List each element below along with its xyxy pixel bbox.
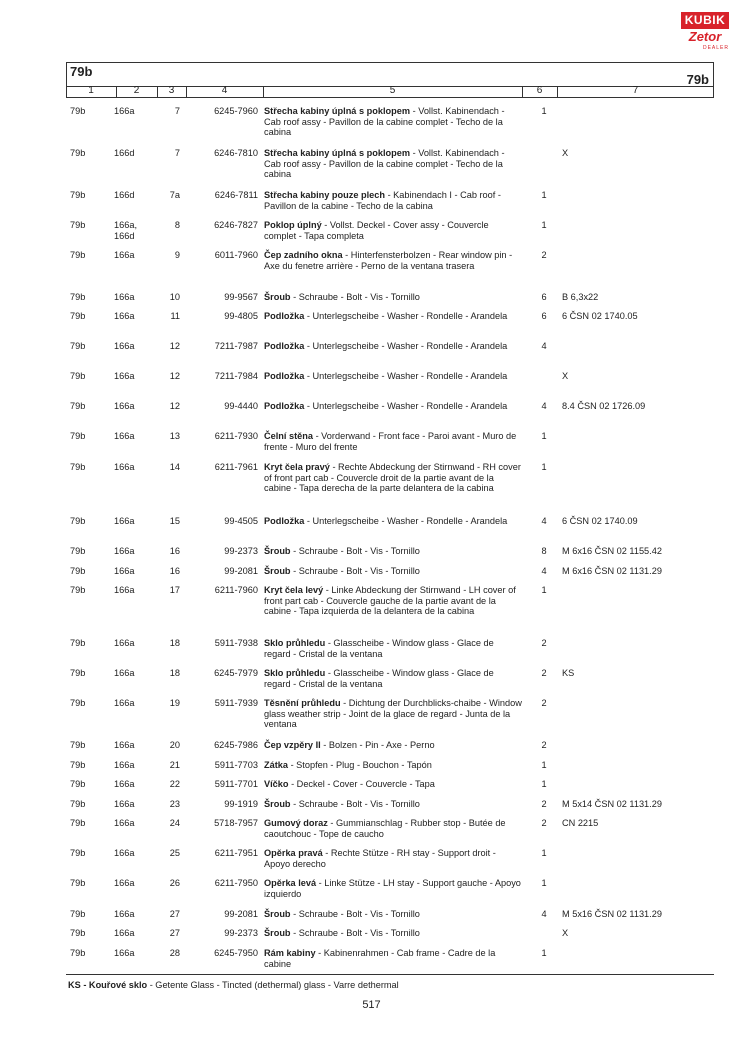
part-translations: - Linke Abdeckung der Stirnwand - LH cover of front part cab - Couvercle gauche de la partie avant de la cabine - Tapa izquierda de la delantera de la cabina <box>264 585 516 617</box>
part-translations: - Hinterfensterbolzen - Rear window pin - Axe du fenetre arrière - Perno de la ventana trasera <box>264 250 513 271</box>
part-quantity: 4 <box>541 516 547 526</box>
part-name: Střecha kabiny pouze plech <box>264 190 386 200</box>
part-figure: 166a <box>114 546 135 556</box>
part-group: 79b <box>70 848 86 858</box>
part-description <box>264 250 522 271</box>
part-translations: - Schraube - Bolt - Vis - Tornillo <box>290 928 420 938</box>
part-number: 99-2081 <box>224 566 258 576</box>
logo-sub: Zetor <box>688 29 722 44</box>
part-translations: - Unterlegscheibe - Washer - Rondelle - Arandela <box>304 341 508 351</box>
part-figure: 166a <box>114 250 135 260</box>
part-name: Čep vzpěry II <box>264 740 321 750</box>
footnote-text: - Getente Glass - Tincted (dethermal) glass - Varre dethermal <box>147 980 399 990</box>
part-name: Těsnění průhledu <box>264 698 341 708</box>
part-note: 6 ČSN 02 1740.05 <box>562 311 638 321</box>
part-figure: 166a <box>114 566 135 576</box>
part-group: 79b <box>70 878 86 888</box>
column-header-2: 2 <box>133 85 140 96</box>
part-number: 6211-7960 <box>214 585 258 595</box>
part-position: 25 <box>169 848 180 858</box>
part-quantity: 6 <box>541 292 547 302</box>
part-group: 79b <box>70 401 86 411</box>
part-number: 5911-7701 <box>214 779 258 789</box>
part-note: M 5x16 ČSN 02 1131.29 <box>562 909 662 919</box>
part-quantity: 1 <box>541 760 547 770</box>
part-figure: 166a <box>114 928 135 938</box>
part-group: 79b <box>70 546 86 556</box>
part-translations: - Linke Stütze - LH stay - Support gauche - Apoyo izquierdo <box>264 878 521 899</box>
part-figure: 166a <box>114 698 135 708</box>
logo-tag: DEALER <box>702 45 729 51</box>
part-figure: 166a <box>114 311 135 321</box>
part-description <box>264 909 522 920</box>
part-quantity: 4 <box>541 909 547 919</box>
part-number: 99-1919 <box>224 799 258 809</box>
part-translations: - Bolzen - Pin - Axe - Perno <box>320 740 435 750</box>
part-name: Podložka <box>264 341 305 351</box>
part-position: 17 <box>169 585 180 595</box>
part-figure: 166a <box>114 848 135 858</box>
part-group: 79b <box>70 585 86 595</box>
part-figure: 166a <box>114 585 135 595</box>
part-description <box>264 106 522 138</box>
part-quantity: 4 <box>541 341 547 351</box>
part-number: 6246-7827 <box>214 220 258 230</box>
part-quantity: 1 <box>541 106 547 116</box>
part-name: Rám kabiny <box>264 948 316 958</box>
part-position: 10 <box>169 292 180 302</box>
part-name: Šroub <box>264 566 291 576</box>
part-note: B 6,3x22 <box>562 292 599 302</box>
part-name: Podložka <box>264 311 305 321</box>
part-translations: - Unterlegscheibe - Washer - Rondelle - Arandela <box>304 516 508 526</box>
part-translations: - Deckel - Cover - Couvercle - Tapa <box>288 779 435 789</box>
part-description <box>264 431 522 452</box>
part-name: Podložka <box>264 371 305 381</box>
part-description <box>264 848 522 869</box>
part-position: 18 <box>169 638 180 648</box>
part-group: 79b <box>70 148 86 158</box>
part-description <box>264 516 522 527</box>
part-group: 79b <box>70 928 86 938</box>
part-name: Čelní stěna <box>264 431 314 441</box>
part-group: 79b <box>70 698 86 708</box>
part-number: 7211-7987 <box>214 341 258 351</box>
part-group: 79b <box>70 948 86 958</box>
part-group: 79b <box>70 341 86 351</box>
part-figure: 166a <box>114 106 135 116</box>
part-position: 24 <box>169 818 180 828</box>
part-description <box>264 698 522 730</box>
part-number: 99-4805 <box>224 311 258 321</box>
part-translations: - Schraube - Bolt - Vis - Tornillo <box>290 292 420 302</box>
part-name: Šroub <box>264 928 291 938</box>
part-position: 13 <box>169 431 180 441</box>
part-figure: 166a <box>114 799 135 809</box>
part-figure: 166a <box>114 779 135 789</box>
part-group: 79b <box>70 311 86 321</box>
column-header-6: 6 <box>536 85 543 96</box>
part-name: Sklo průhledu <box>264 668 326 678</box>
part-quantity: 2 <box>541 638 547 648</box>
part-group: 79b <box>70 220 86 230</box>
part-number: 6211-7951 <box>214 848 258 858</box>
part-figure: 166a <box>114 401 135 411</box>
part-note: X <box>562 371 569 381</box>
part-number: 6245-7986 <box>214 740 258 750</box>
part-quantity: 1 <box>541 878 547 888</box>
part-quantity: 1 <box>541 190 547 200</box>
part-position: 7a <box>169 190 180 200</box>
part-translations: - Rechte Stütze - RH stay - Support droit - Apoyo derecho <box>264 848 496 869</box>
part-note: CN 2215 <box>562 818 599 828</box>
part-position: 20 <box>169 740 180 750</box>
part-figure: 166d <box>114 148 135 158</box>
part-translations: - Kabinendach I - Cab roof - Pavillon de la cabine - Techo de la cabina <box>264 190 501 211</box>
part-number: 6246-7811 <box>214 190 258 200</box>
part-description <box>264 462 522 494</box>
part-name: Střecha kabiny úplná s poklopem <box>264 148 411 158</box>
part-position: 21 <box>169 760 180 770</box>
part-translations: - Schraube - Bolt - Vis - Tornillo <box>290 909 420 919</box>
part-figure: 166a <box>114 818 135 828</box>
part-position: 28 <box>169 948 180 958</box>
part-description <box>264 546 522 557</box>
part-description <box>264 311 522 322</box>
part-quantity: 8 <box>541 546 547 556</box>
part-figure: 166a <box>114 516 135 526</box>
part-position: 14 <box>169 462 180 472</box>
part-figure: 166a <box>114 638 135 648</box>
part-description <box>264 401 522 412</box>
part-translations: - Stopfen - Plug - Bouchon - Tapón <box>288 760 432 770</box>
part-description <box>264 799 522 810</box>
part-figure: 166a <box>114 948 135 958</box>
part-name: Zátka <box>264 760 289 770</box>
part-description <box>264 818 522 839</box>
part-translations: - Schraube - Bolt - Vis - Tornillo <box>290 566 420 576</box>
part-translations: - Glasscheibe - Window glass - Glace de regard - Cristal de la ventana <box>264 668 494 689</box>
part-translations: - Unterlegscheibe - Washer - Rondelle - Arandela <box>304 371 508 381</box>
part-quantity: 6 <box>541 311 547 321</box>
part-quantity: 2 <box>541 818 547 828</box>
part-name: Poklop úplný <box>264 220 322 230</box>
part-group: 79b <box>70 818 86 828</box>
part-note: M 5x14 ČSN 02 1131.29 <box>562 799 662 809</box>
column-header-4: 4 <box>221 85 228 96</box>
part-name: Opěrka pravá <box>264 848 323 858</box>
part-number: 6245-7950 <box>214 948 258 958</box>
part-name: Čep zadního okna <box>264 250 343 260</box>
part-number: 99-2373 <box>224 546 258 556</box>
part-group: 79b <box>70 760 86 770</box>
part-name: Šroub <box>264 799 291 809</box>
part-group: 79b <box>70 740 86 750</box>
part-translations: - Vollst. Deckel - Cover assy - Couvercle complet - Tapa completa <box>264 220 489 241</box>
part-position: 19 <box>169 698 180 708</box>
part-number: 6211-7961 <box>214 462 258 472</box>
part-name: Víčko <box>264 779 289 789</box>
part-number: 99-9567 <box>224 292 258 302</box>
part-name: Střecha kabiny úplná s poklopem <box>264 106 411 116</box>
part-position: 27 <box>169 909 180 919</box>
part-name: Podložka <box>264 516 305 526</box>
part-note: X <box>562 148 569 158</box>
part-name: Opěrka levá <box>264 878 317 888</box>
part-description <box>264 566 522 577</box>
part-quantity: 1 <box>541 585 547 595</box>
part-description <box>264 220 522 241</box>
section-label-left: 79b <box>70 64 93 79</box>
part-quantity: 4 <box>541 401 547 411</box>
part-position: 12 <box>169 371 180 381</box>
part-description <box>264 668 522 689</box>
part-group: 79b <box>70 799 86 809</box>
part-group: 79b <box>70 638 86 648</box>
part-quantity: 1 <box>541 779 547 789</box>
part-number: 5911-7703 <box>214 760 258 770</box>
part-number: 5911-7939 <box>214 698 258 708</box>
part-description <box>264 371 522 382</box>
part-figure: 166a <box>114 909 135 919</box>
part-figure: 166a <box>114 462 135 472</box>
part-figure: 166a <box>114 668 135 678</box>
part-position: 12 <box>169 341 180 351</box>
part-quantity: 2 <box>541 740 547 750</box>
page-number: 517 <box>362 999 381 1011</box>
part-position: 7 <box>174 148 180 158</box>
part-number: 6245-7979 <box>214 668 258 678</box>
part-translations: - Rechte Abdeckung der Stirnwand - RH cover of front part cab - Couvercle droit de la partie avant de la cabine - Tapa derecha de la parte delantera de la cabina <box>264 462 521 494</box>
part-quantity: 1 <box>541 431 547 441</box>
part-number: 5911-7938 <box>214 638 258 648</box>
footnote-key: KS - Kouřové sklo <box>68 980 148 990</box>
part-description <box>264 190 522 211</box>
part-translations: - Schraube - Bolt - Vis - Tornillo <box>290 546 420 556</box>
part-position: 23 <box>169 799 180 809</box>
part-position: 11 <box>170 311 180 321</box>
part-note: M 6x16 ČSN 02 1131.29 <box>562 566 662 576</box>
part-description <box>264 740 522 751</box>
part-number: 7211-7984 <box>214 371 258 381</box>
part-group: 79b <box>70 566 86 576</box>
part-number: 6011-7960 <box>214 250 258 260</box>
part-number: 6211-7930 <box>214 431 258 441</box>
footnote <box>68 980 399 990</box>
part-group: 79b <box>70 250 86 260</box>
kubik-zetor-logo <box>681 12 729 60</box>
part-group: 79b <box>70 106 86 116</box>
part-group: 79b <box>70 668 86 678</box>
part-figure: 166a <box>114 341 135 351</box>
part-group: 79b <box>70 779 86 789</box>
part-description <box>264 585 522 617</box>
part-quantity: 2 <box>541 250 547 260</box>
part-position: 16 <box>169 566 180 576</box>
part-name: Šroub <box>264 546 291 556</box>
part-name: Kryt čela levý <box>264 585 324 595</box>
part-description <box>264 341 522 352</box>
footer-divider <box>66 974 714 975</box>
part-number: 99-2081 <box>224 909 258 919</box>
part-number: 6211-7950 <box>214 878 258 888</box>
part-figure: 166a <box>114 760 135 770</box>
part-quantity: 1 <box>541 848 547 858</box>
part-group: 79b <box>70 909 86 919</box>
part-position: 27 <box>169 928 180 938</box>
part-description <box>264 292 522 303</box>
part-position: 22 <box>169 779 180 789</box>
part-quantity: 2 <box>541 799 547 809</box>
part-translations: - Vollst. Kabinendach - Cab roof assy - Pavillon de la cabine complet - Techo de la cabina <box>264 106 505 138</box>
part-note: 6 ČSN 02 1740.09 <box>562 516 638 526</box>
part-position: 9 <box>174 250 180 260</box>
part-figure: 166a, 166d <box>114 220 137 241</box>
part-description <box>264 638 522 659</box>
part-quantity: 4 <box>541 566 547 576</box>
part-note: 8.4 ČSN 02 1726.09 <box>562 401 646 411</box>
part-quantity: 1 <box>541 462 547 472</box>
part-position: 12 <box>169 401 180 411</box>
part-description <box>264 948 522 969</box>
part-name: Podložka <box>264 401 305 411</box>
part-name: Sklo průhledu <box>264 638 326 648</box>
part-figure: 166a <box>114 292 135 302</box>
section-label-right: 79b <box>686 72 709 87</box>
part-translations: - Vorderwand - Front face - Paroi avant - Muro de frente - Muro del frente <box>264 431 517 452</box>
logo-brand: KUBIK <box>681 12 729 29</box>
part-name: Šroub <box>264 292 291 302</box>
part-position: 26 <box>169 878 180 888</box>
part-description <box>264 779 522 790</box>
column-header-1: 1 <box>88 85 94 96</box>
part-name: Gumový doraz <box>264 818 328 828</box>
part-figure: 166a <box>114 878 135 888</box>
part-quantity: 1 <box>541 220 547 230</box>
part-quantity: 2 <box>541 668 547 678</box>
part-number: 6246-7810 <box>214 148 258 158</box>
part-translations: - Unterlegscheibe - Washer - Rondelle - Arandela <box>304 311 508 321</box>
column-header-5: 5 <box>389 85 396 96</box>
part-position: 15 <box>169 516 180 526</box>
column-header-7: 7 <box>632 85 639 96</box>
part-group: 79b <box>70 431 86 441</box>
part-number: 5718-7957 <box>214 818 258 828</box>
part-position: 7 <box>174 106 180 116</box>
part-position: 8 <box>174 220 180 230</box>
part-translations: - Gummianschlag - Rubber stop - Butée de caoutchouc - Tope de caucho <box>264 818 506 839</box>
part-number: 99-4440 <box>224 401 258 411</box>
part-number: 99-4505 <box>224 516 258 526</box>
part-translations: - Vollst. Kabinendach - Cab roof assy - Pavillon de la cabine complet - Techo de la cabina <box>264 148 505 180</box>
part-translations: - Kabinenrahmen - Cab frame - Cadre de la cabine <box>264 948 496 969</box>
part-description <box>264 878 522 899</box>
part-group: 79b <box>70 190 86 200</box>
part-note: X <box>562 928 569 938</box>
part-figure: 166a <box>114 740 135 750</box>
part-quantity: 2 <box>541 698 547 708</box>
part-translations: - Glasscheibe - Window glass - Glace de regard - Cristal de la ventana <box>264 638 494 659</box>
part-position: 18 <box>169 668 180 678</box>
part-figure: 166a <box>114 371 135 381</box>
part-number: 99-2373 <box>224 928 258 938</box>
part-note: M 6x16 ČSN 02 1155.42 <box>562 546 662 556</box>
part-group: 79b <box>70 292 86 302</box>
part-position: 16 <box>169 546 180 556</box>
part-group: 79b <box>70 371 86 381</box>
part-number: 6245-7960 <box>214 106 258 116</box>
part-quantity: 1 <box>541 948 547 958</box>
part-description <box>264 928 522 939</box>
part-name: Šroub <box>264 909 291 919</box>
column-header-3: 3 <box>168 85 175 96</box>
part-translations: - Unterlegscheibe - Washer - Rondelle - Arandela <box>304 401 508 411</box>
part-translations: - Schraube - Bolt - Vis - Tornillo <box>290 799 420 809</box>
part-description <box>264 148 522 180</box>
part-translations: - Dichtung der Durchblicks-chaibe - Window glass weather strip - Joint de la glace de regard - Junta de la ventana <box>264 698 522 730</box>
part-group: 79b <box>70 462 86 472</box>
part-name: Kryt čela pravý <box>264 462 330 472</box>
part-note: KS <box>562 668 575 678</box>
part-figure: 166d <box>114 190 135 200</box>
part-description <box>264 760 522 771</box>
part-figure: 166a <box>114 431 135 441</box>
part-group: 79b <box>70 516 86 526</box>
